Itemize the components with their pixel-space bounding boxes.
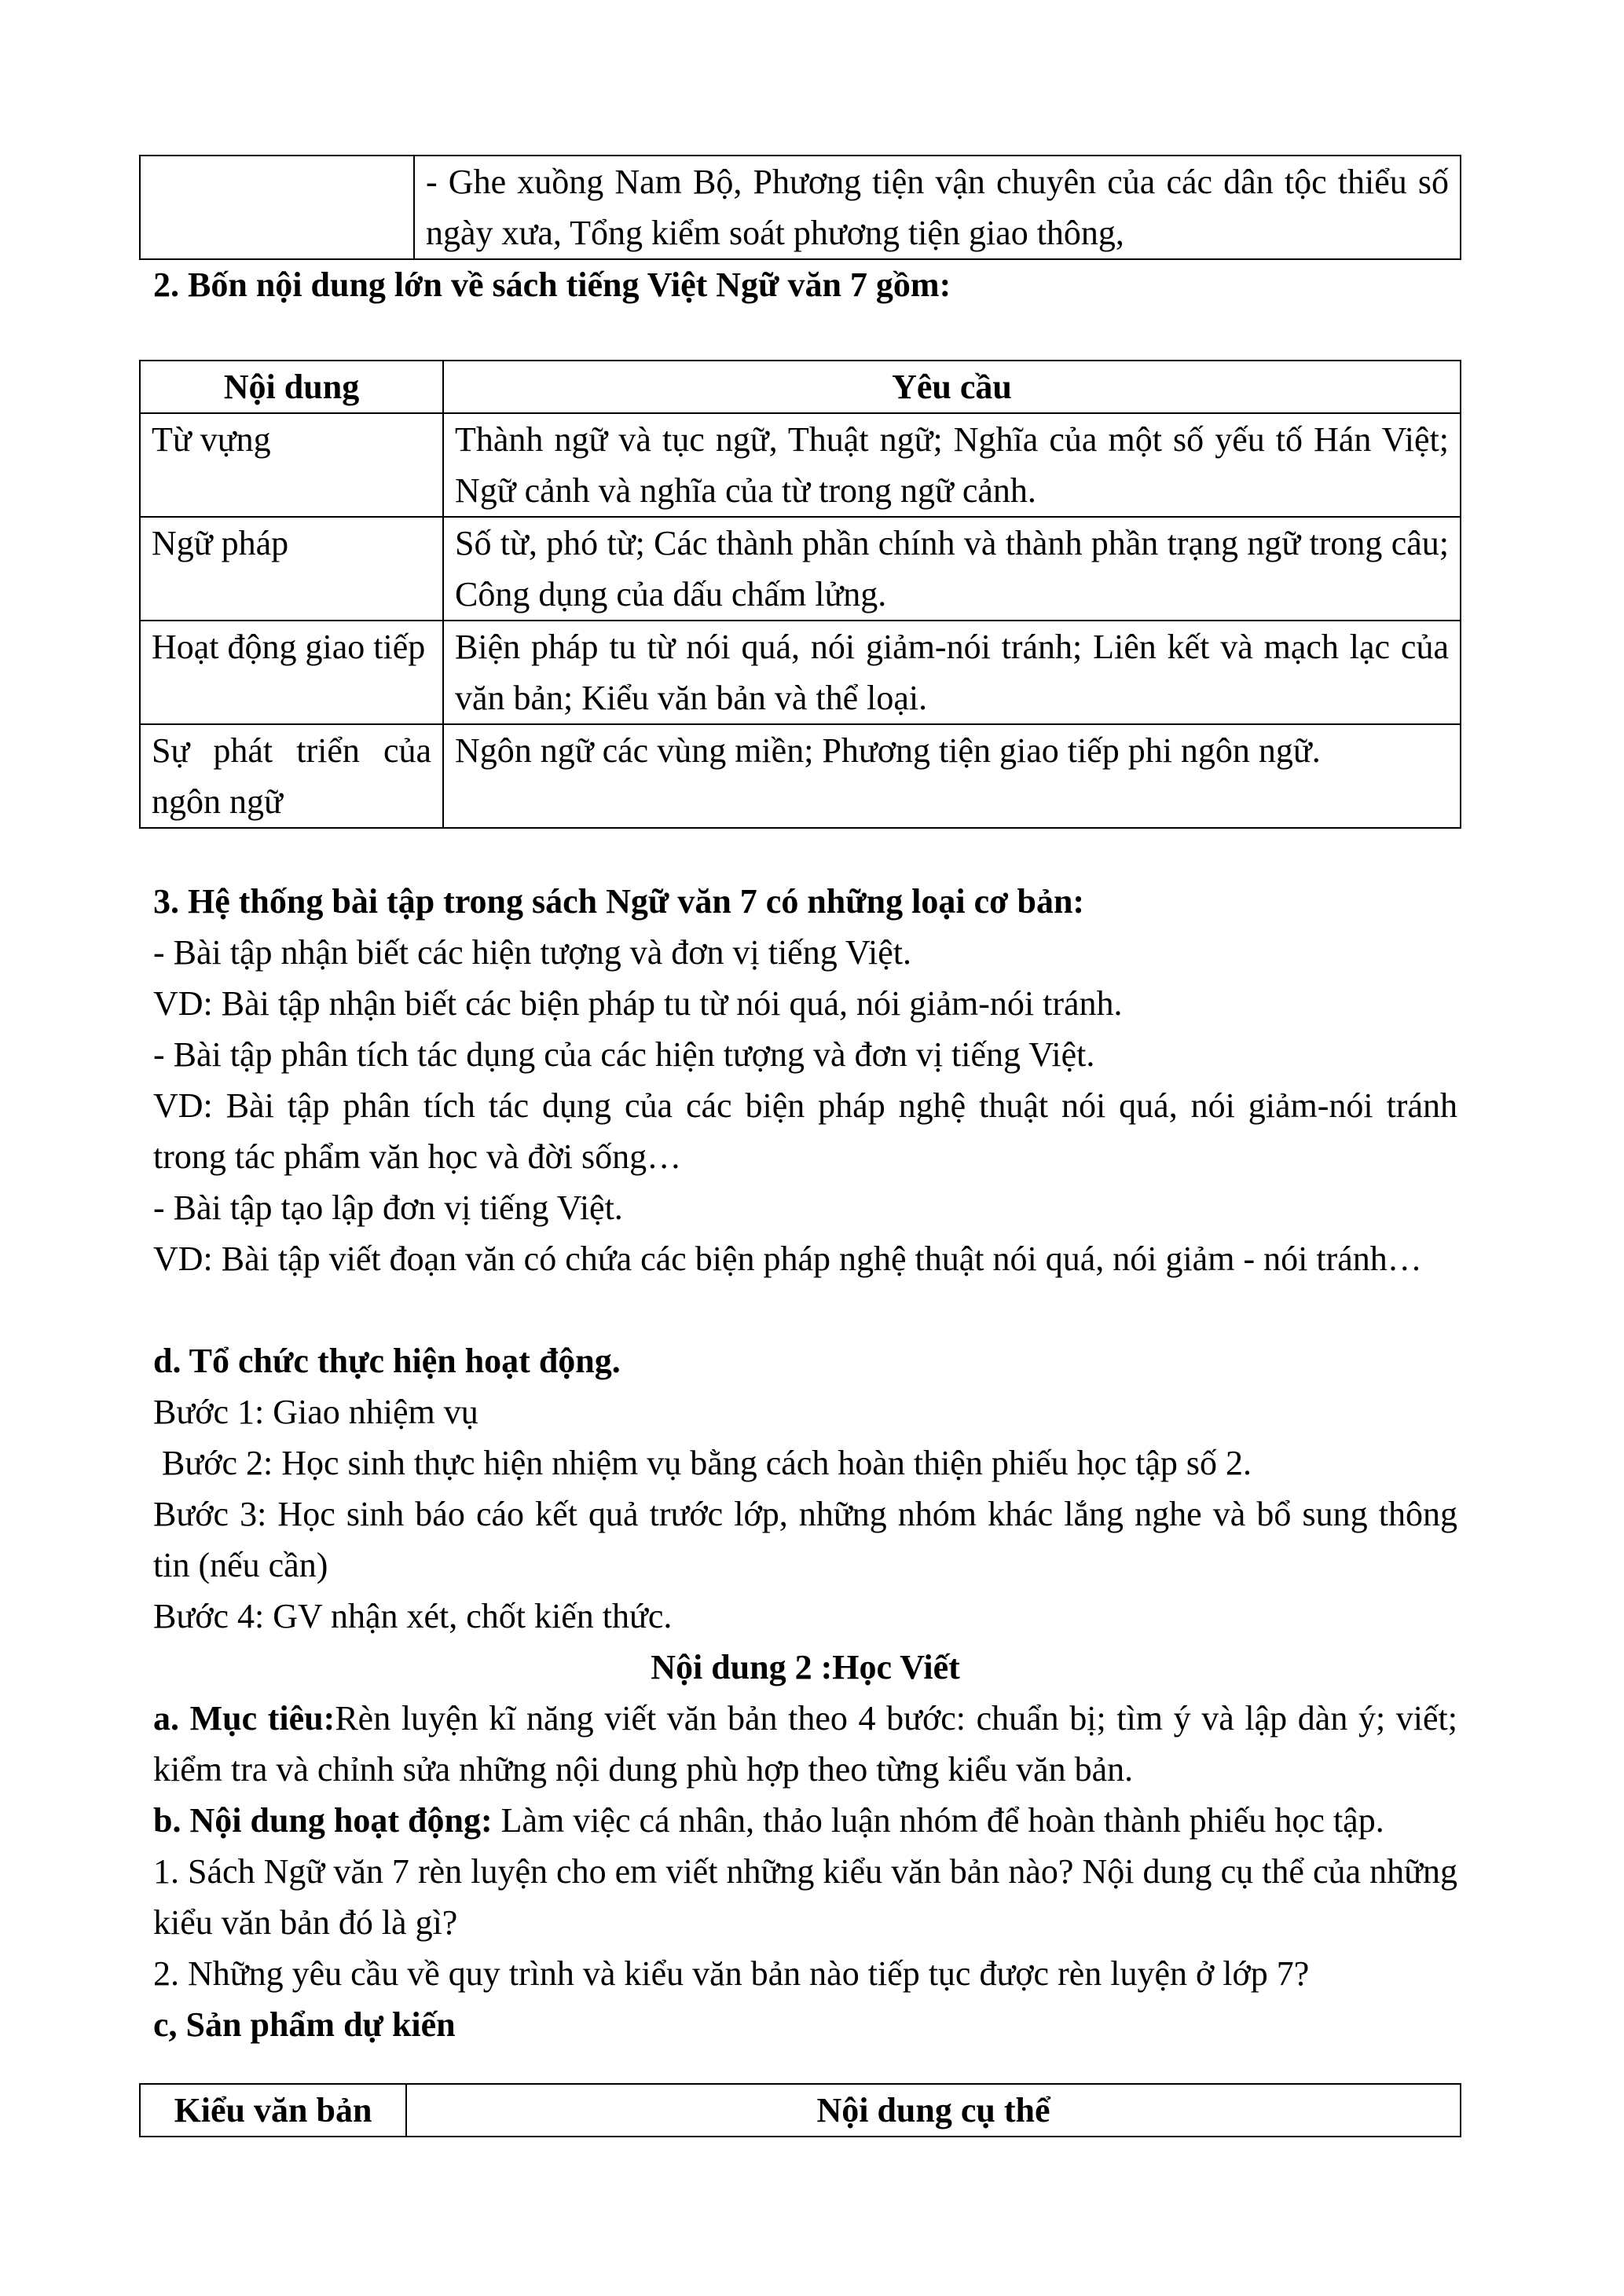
content-2-title: Nội dung 2 :Học Viết bbox=[651, 1648, 960, 1686]
header-text-type: Kiểu văn bản bbox=[140, 2084, 406, 2137]
question-line: 2. Những yêu cầu về quy trình và kiểu văn bản nào tiếp tục được rèn luyện ở lớp 7? bbox=[153, 1954, 1310, 1993]
activity-label: b. Nội dung hoạt động: bbox=[153, 1801, 493, 1840]
content-2 bbox=[153, 1642, 1457, 2050]
row-topic: Sự phát triển của ngôn ngữ bbox=[140, 724, 443, 828]
product-table bbox=[139, 2083, 1461, 2137]
header-topic: Nội dung bbox=[140, 361, 443, 413]
section-d-heading: d. Tổ chức thực hiện hoạt động. bbox=[153, 1342, 621, 1380]
exercise-line: - Bài tập tạo lập đơn vị tiếng Việt. bbox=[153, 1188, 623, 1227]
table-cell-empty bbox=[140, 156, 414, 259]
row-requirement: Biện pháp tu từ nói quá, nói giảm-nói tránh; Liên kết và mạch lạc của văn bản; Kiểu văn bản và thể loại. bbox=[443, 621, 1461, 724]
header-requirement: Yêu cầu bbox=[443, 361, 1461, 413]
vietnamese-content-table bbox=[139, 360, 1461, 829]
section-3-heading: 3. Hệ thống bài tập trong sách Ngữ văn 7 có những loại cơ bản: bbox=[153, 882, 1085, 921]
table-cell: - Ghe xuồng Nam Bộ, Phương tiện vận chuyên của các dân tộc thiểu số ngày xưa, Tổng kiểm soát phương tiện giao thông, bbox=[414, 156, 1461, 259]
exercise-line: VD: Bài tập viết đoạn văn có chứa các biện pháp nghệ thuật nói quá, nói giảm - nói tránh… bbox=[153, 1240, 1422, 1278]
header-specific-content: Nội dung cụ thể bbox=[406, 2084, 1461, 2137]
table-row bbox=[140, 413, 1461, 517]
step-line: Bước 2: Học sinh thực hiện nhiệm vụ bằng cách hoàn thiện phiếu học tập số 2. bbox=[153, 1444, 1252, 1482]
step-line: Bước 1: Giao nhiệm vụ bbox=[153, 1393, 478, 1431]
row-requirement: Ngôn ngữ các vùng miền; Phương tiện giao tiếp phi ngôn ngữ. bbox=[443, 724, 1461, 828]
row-topic: Từ vựng bbox=[140, 413, 443, 517]
exercise-line: VD: Bài tập phân tích tác dụng của các biện pháp nghệ thuật nói quá, nói giảm-nói tránh trong tác phẩm văn học và đời sống… bbox=[153, 1086, 1457, 1176]
continuation-table bbox=[139, 155, 1461, 260]
exercise-line: - Bài tập nhận biết các hiện tượng và đơn vị tiếng Việt. bbox=[153, 933, 912, 972]
section-d bbox=[153, 1335, 1457, 1642]
step-line: Bước 3: Học sinh báo cáo kết quả trước lớp, những nhóm khác lắng nghe và bổ sung thông tin (nếu cần) bbox=[153, 1495, 1457, 1584]
table-row bbox=[140, 621, 1461, 724]
objective-label: a. Mục tiêu: bbox=[153, 1699, 335, 1738]
row-topic: Ngữ pháp bbox=[140, 517, 443, 621]
table-row bbox=[140, 517, 1461, 621]
exercise-line: - Bài tập phân tích tác dụng của các hiện tượng và đơn vị tiếng Việt. bbox=[153, 1035, 1095, 1074]
row-topic: Hoạt động giao tiếp bbox=[140, 621, 443, 724]
activity-paragraph bbox=[153, 1795, 1457, 1846]
objective-text: Rèn luyện kĩ năng viết văn bản theo 4 bước: chuẩn bị; tìm ý và lập dàn ý; viết; kiểm tra và chỉnh sửa những nội dung phù hợp theo từng kiểu văn bản. bbox=[153, 1699, 1458, 1789]
table-header-row bbox=[140, 2084, 1461, 2137]
table-row bbox=[140, 156, 1461, 259]
row-requirement: Thành ngữ và tục ngữ, Thuật ngữ; Nghĩa của một số yếu tố Hán Việt; Ngữ cảnh và nghĩa của từ trong ngữ cảnh. bbox=[443, 413, 1461, 517]
row-requirement: Số từ, phó từ; Các thành phần chính và thành phần trạng ngữ trong câu; Công dụng của dấu chấm lửng. bbox=[443, 517, 1461, 621]
product-heading: c, Sản phẩm dự kiến bbox=[153, 2005, 456, 2044]
table-header-row bbox=[140, 361, 1461, 413]
step-line: Bước 4: GV nhận xét, chốt kiến thức. bbox=[153, 1597, 673, 1635]
section-3 bbox=[153, 876, 1457, 1284]
table-row bbox=[140, 724, 1461, 828]
question-line: 1. Sách Ngữ văn 7 rèn luyện cho em viết những kiểu văn bản nào? Nội dung cụ thể của những kiểu văn bản đó là gì? bbox=[153, 1852, 1457, 1942]
objective-paragraph bbox=[153, 1693, 1457, 1795]
activity-text: Làm việc cá nhân, thảo luận nhóm để hoàn thành phiếu học tập. bbox=[492, 1801, 1384, 1840]
exercise-line: VD: Bài tập nhận biết các biện pháp tu từ nói quá, nói giảm-nói tránh. bbox=[153, 984, 1123, 1023]
section-2-heading: 2. Bốn nội dung lớn về sách tiếng Việt Ngữ văn 7 gồm: bbox=[153, 265, 951, 304]
